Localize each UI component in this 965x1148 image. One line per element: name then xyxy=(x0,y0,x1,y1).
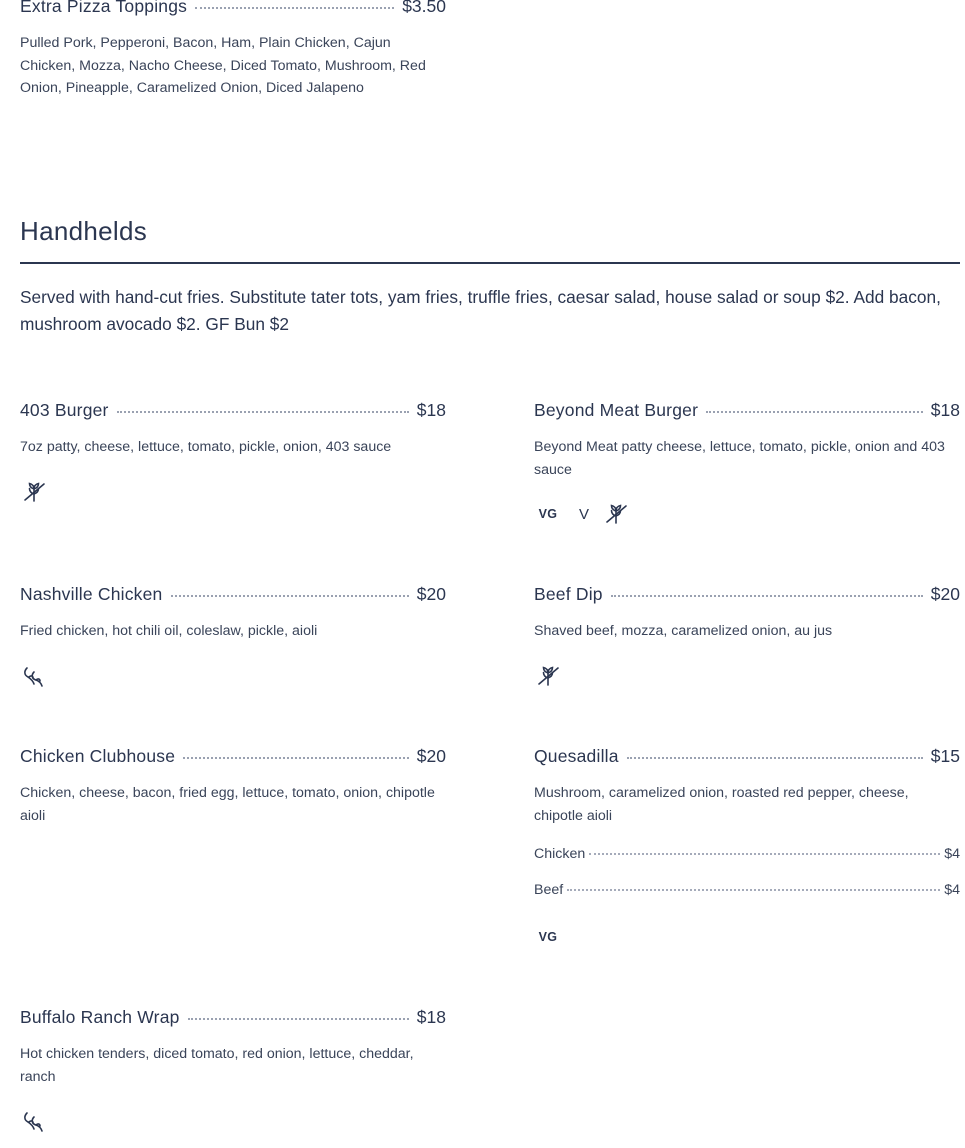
leader-dots xyxy=(706,411,923,413)
item-price: $18 xyxy=(416,1007,446,1027)
item-price: $15 xyxy=(930,746,960,766)
dietary-icons xyxy=(534,502,630,526)
item-name: Quesadilla xyxy=(534,746,619,766)
leader-dots xyxy=(171,595,409,597)
item-description: Chicken, cheese, bacon, fried egg, lettuce, tomato, onion, chipotle aioli xyxy=(20,785,435,824)
section-title: Handhelds xyxy=(20,216,148,246)
item-name: 403 Burger xyxy=(20,400,109,420)
vegan-tag-icon: VG xyxy=(538,507,558,521)
addon-chicken xyxy=(534,846,960,862)
leader-dots xyxy=(567,889,940,891)
item-name: Buffalo Ranch Wrap xyxy=(20,1007,180,1027)
addon-price: $4 xyxy=(944,882,960,898)
item-description: Fried chicken, hot chili oil, coleslaw, pickle, aioli xyxy=(20,623,318,639)
menu-item-chicken-clubhouse xyxy=(20,746,446,767)
leader-dots xyxy=(188,1018,409,1020)
gluten-free-icon xyxy=(534,664,562,688)
item-description: Beyond Meat patty cheese, lettuce, tomato, pickle, onion and 403 sauce xyxy=(534,439,945,478)
addon-beef xyxy=(534,882,960,898)
gluten-free-icon xyxy=(20,480,48,504)
dietary-icons xyxy=(20,1109,48,1133)
dietary-icons xyxy=(534,925,562,949)
section-description: Served with hand-cut fries. Substitute tater tots, yam fries, truffle fries, caesar salad, house salad or soup $2. Add bacon, mushroom avocado $2. GF Bun $2 xyxy=(20,287,941,334)
leader-dots xyxy=(627,757,923,759)
menu-item-nashville-chicken xyxy=(20,584,446,605)
spicy-pepper-icon xyxy=(20,1109,48,1133)
spicy-pepper-icon xyxy=(20,664,48,688)
item-name: Chicken Clubhouse xyxy=(20,746,176,766)
leader-dots xyxy=(183,757,409,759)
item-description: Pulled Pork, Pepperoni, Bacon, Ham, Plain Chicken, Cajun Chicken, Mozza, Nacho Cheese, Diced Tomato, Mushroom, Red Onion, Pineapple, Caramelized Onion, Diced Jalapeno xyxy=(20,35,426,96)
item-description: 7oz patty, cheese, lettuce, tomato, pickle, onion, 403 sauce xyxy=(20,439,392,455)
menu-item-beyond-meat-burger xyxy=(534,400,960,421)
menu-item-beef-dip xyxy=(534,584,960,605)
leader-dots xyxy=(611,595,923,597)
item-price: $20 xyxy=(930,584,960,604)
menu-item-extra-pizza-toppings xyxy=(20,0,446,17)
leader-dots xyxy=(195,7,394,9)
item-name: Beef Dip xyxy=(534,584,603,604)
dietary-icons xyxy=(20,480,48,504)
item-description: Mushroom, caramelized onion, roasted red pepper, cheese, chipotle aioli xyxy=(534,785,909,824)
dietary-icons xyxy=(20,664,48,688)
vegan-tag-icon: VG xyxy=(538,930,558,944)
item-price: $18 xyxy=(416,400,446,420)
item-price: $3.50 xyxy=(402,0,446,16)
addon-price: $4 xyxy=(944,846,960,862)
item-description: Hot chicken tenders, diced tomato, red onion, lettuce, cheddar, ranch xyxy=(20,1046,414,1085)
gluten-free-icon xyxy=(602,502,630,526)
item-name: Nashville Chicken xyxy=(20,584,163,604)
item-name: Beyond Meat Burger xyxy=(534,400,699,420)
item-description: Shaved beef, mozza, caramelized onion, au jus xyxy=(534,623,833,639)
menu-item-buffalo-ranch-wrap xyxy=(20,1007,446,1028)
leader-dots xyxy=(589,853,940,855)
menu-item-quesadilla xyxy=(534,746,960,767)
leader-dots xyxy=(117,411,409,413)
dietary-icons xyxy=(534,664,562,688)
addon-name: Beef xyxy=(534,882,564,898)
vegetarian-tag-icon: V xyxy=(578,505,589,523)
menu-item-403-burger xyxy=(20,400,446,421)
item-price: $20 xyxy=(416,584,446,604)
item-price: $18 xyxy=(930,400,960,420)
addon-name: Chicken xyxy=(534,846,586,862)
section-divider xyxy=(20,262,960,264)
item-name: Extra Pizza Toppings xyxy=(20,0,188,16)
item-price: $20 xyxy=(416,746,446,766)
